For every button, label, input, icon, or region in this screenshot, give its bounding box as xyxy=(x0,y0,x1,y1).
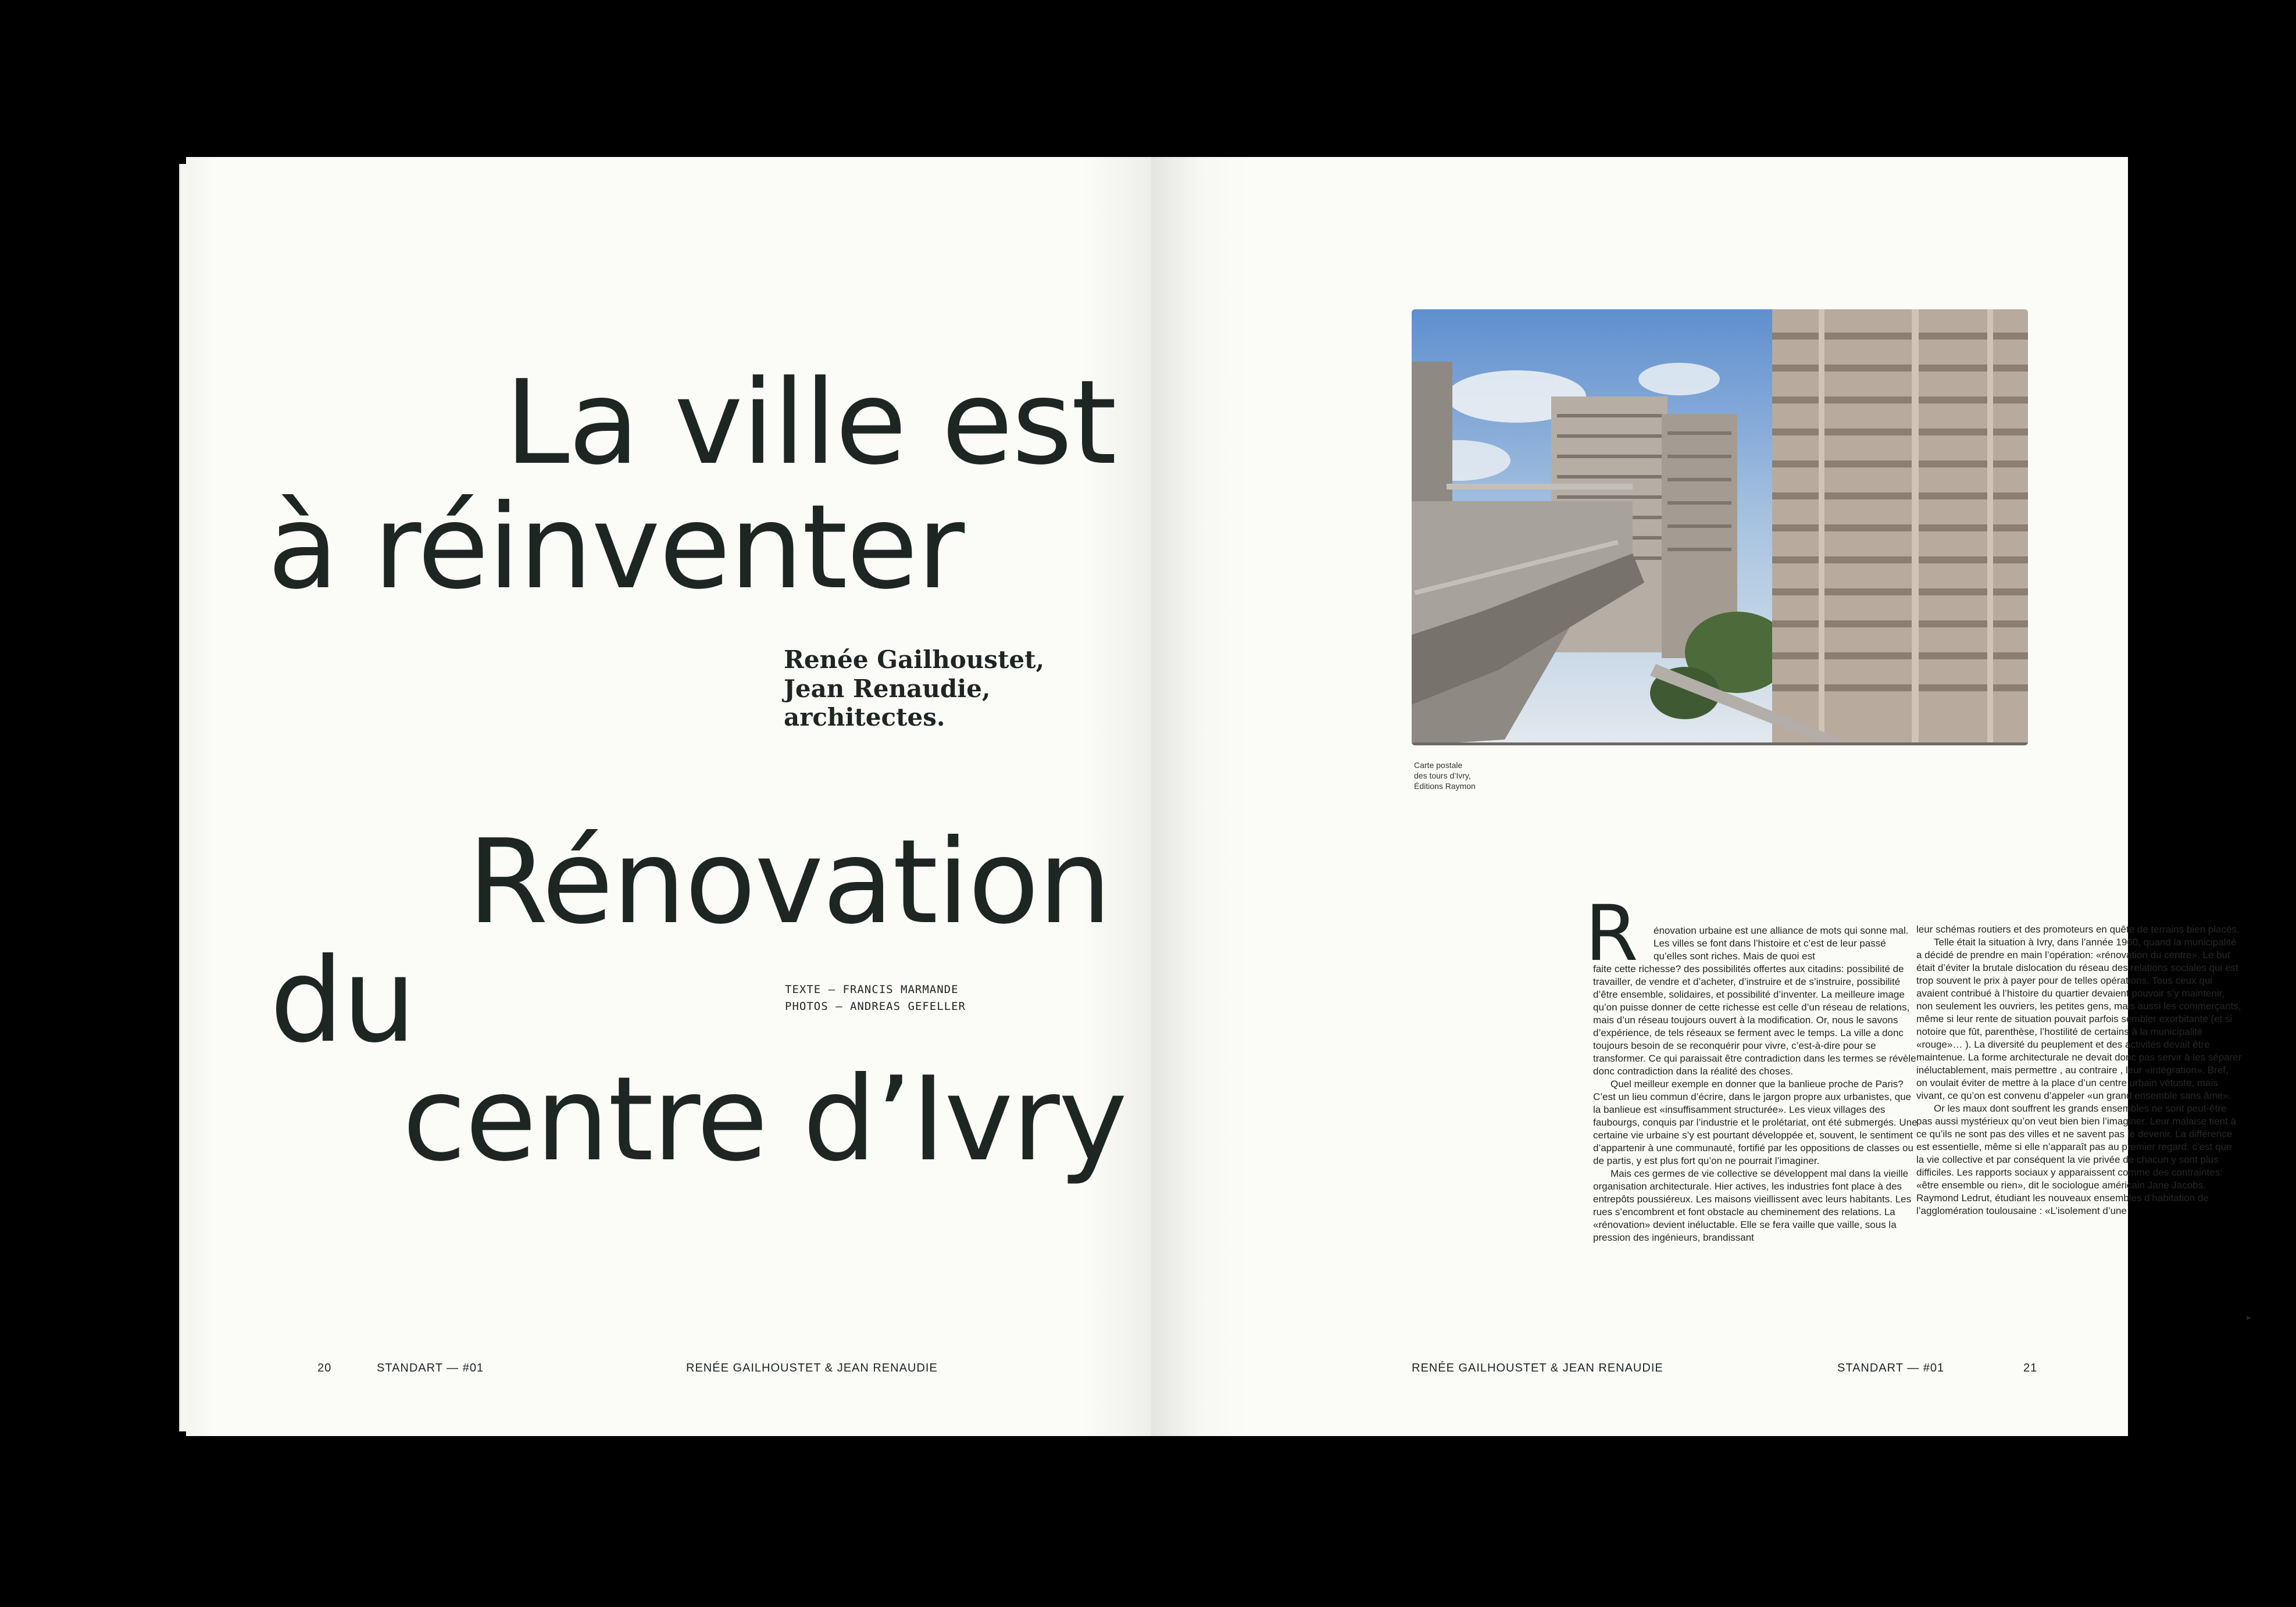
paragraph-1-body: faite cette richesse? des possibilités offertes aux citadins: possibilité de travailler, de vendre et d’acheter, d’instruire et de s’instruire, possibilité d’être ensemble, solidaires, et possibilité d’inventer. La meilleure image qu’on puisse donner de cette richesse est celle d’un réseau de relations, mais d’un réseau toujours ouvert à la modification. Or, nous le savons d’expérience, de tels réseaux se ferment avec le temps. La ville a donc toujours besoin de se reconquérir pour vivre, c’est-à-dire pour se transformer. Ce qui paraissait être contradiction dans les termes se révèle donc contradiction dans la réalité des choses. xyxy=(1593,963,1916,1077)
caption-line-1: Carte postale xyxy=(1414,760,1463,770)
credits-block xyxy=(785,981,966,1015)
paragraph-6: Or les maux dont souffrent les grands ensembles ne sont peut-être pas aussi mystérieux qu’on veut bien bien l’imaginer. Leur malaise tient à ce qu’ils ne sont pas des villes et ne savent pas le devenir. La différence est essentielle, même si elle n’apparaît pas au premier regard: c’est que la vie collective et par conséquent la vie privée de chacun y sont plus difficiles. Les rapports sociaux y apparaissent comme des contraintes: «être ensemble ou rien», dit le sociologue américain Jane Jacobs. Raymond Ledrut, étudiant les nouveaux ensembles d’habitation de l’agglomération toulousaine : «L’isolement d’une xyxy=(1916,1103,2236,1216)
page-edge-stack xyxy=(179,164,188,1431)
paragraph-2: Quel meilleur exemple en donner que la banlieue proche de Paris? C’est un lieu commun d’écrire, dans le jargon propre aux urbanistes, que la banlieue est «insuffisamment structurée». Les vieux villages des faubourgs, conquis par l’industrie et le prolétariat, ont été submergés. Une certaine vie urbaine s’y est pourtant développée et, souvent, le sentiment d’appartenir à une communauté, fortifié par les oppositions de classes ou de partis, y est plus fort qu’on ne pourrait l’imaginer. xyxy=(1593,1079,1918,1166)
credit-text: TEXTE — FRANCIS MARMANDE xyxy=(785,983,959,996)
paragraph-5: Telle était la situation à Ivry, dans l’année 1960, quand la municipalité a décidé de prendre en main l’opération: «rénovation du centre». Le but était d’éviter la brutale dislocation du réseau des relations sociales qui est trop souvent le prix à payer pour de telles opérations. Tous ceux qui avaient contribué à l’histoire du quartier devaient pouvoir s’y maintenir, non seulement les ouvriers, les petites gens, mais aussi les commerçants, même si leur rente de situation pouvait parfois sembler exorbitante (et si notoire que fût, parenthèse, l’hostilité de certains à la municipalité «rouge»… ). La diversité du peuplement et des activités devait être maintenue. La forme architecturale ne devait donc pas servir à les séparer inéluctablement, mais permettre , au contraire , leur «intégration». Bref, on voulait éviter de mettre à la place d’un centre urbain vétuste, mais vivant, ce qu’on est convenu d’appeler «un grand ensemble sans âme». xyxy=(1916,937,2242,1101)
caption-line-3: Éditions Raymon xyxy=(1414,781,1476,791)
text-column-1 xyxy=(1593,924,1919,1320)
folio-magazine-right: STANDART — #01 xyxy=(1837,1362,1945,1374)
subtitle-line-3: centre d’Ivry xyxy=(402,1052,1127,1187)
drop-cap: R xyxy=(1585,889,1638,979)
paragraph-3: Mais ces germes de vie collective se développent mal dans la vieille organisation architecturale. Hier actives, les industries font place à des entrepôts poussiéreux. Les maisons vieillissent avec leurs habitants. Les rues s’encombrent et font obstacle au cheminement des relations. La «rénovation» devient inéluctable. Elle se fera vaille que vaille, sous la pression des ingénieurs, brandissant xyxy=(1593,1168,1912,1243)
folio-section-right: RENÉE GAILHOUSTET & JEAN RENAUDIE xyxy=(1412,1362,1663,1374)
title-line-1: La ville est xyxy=(505,355,1116,491)
folio-magazine-left: STANDART — #01 xyxy=(377,1362,484,1374)
title-line-2: à réinventer xyxy=(267,480,964,615)
magazine-spread xyxy=(186,157,2252,1436)
paragraph-1-intro: énovation urbaine est une alliance de mots qui sonne mal. Les villes se font dans l’histoire et c’est de leur passé qu’elles sont riches. Mais de quoi est xyxy=(1654,925,1909,962)
subtitle-line-2: du xyxy=(270,933,415,1069)
ivry-towers-photo xyxy=(1412,309,2028,745)
authors-block xyxy=(784,645,1044,732)
text-column-2 xyxy=(1916,923,2242,1319)
left-page xyxy=(186,157,1151,1436)
authors-line-1: Renée Gailhoustet, xyxy=(784,645,1045,674)
caption-line-2: des tours d’Ivry, xyxy=(1414,770,1471,780)
photo-caption xyxy=(1414,760,1476,792)
folio-section-left: RENÉE GAILHOUSTET & JEAN RENAUDIE xyxy=(686,1362,938,1374)
credit-photos: PHOTOS — ANDREAS GEFELLER xyxy=(785,999,966,1013)
authors-line-3: architectes. xyxy=(784,703,945,732)
photo-illustration xyxy=(1412,309,2028,745)
right-page xyxy=(1151,157,2252,1436)
continue-arrow-icon: ▸ xyxy=(2247,1313,2252,1323)
authors-line-2: Jean Renaudie, xyxy=(784,674,991,703)
folio-page-number-right: 21 xyxy=(2023,1362,2038,1374)
folio-page-number-left: 20 xyxy=(317,1362,332,1374)
subtitle-line-1: Rénovation xyxy=(467,815,1111,950)
paragraph-4: leur schémas routiers et des promoteurs en quête de terrains bien placés. xyxy=(1916,924,2240,935)
